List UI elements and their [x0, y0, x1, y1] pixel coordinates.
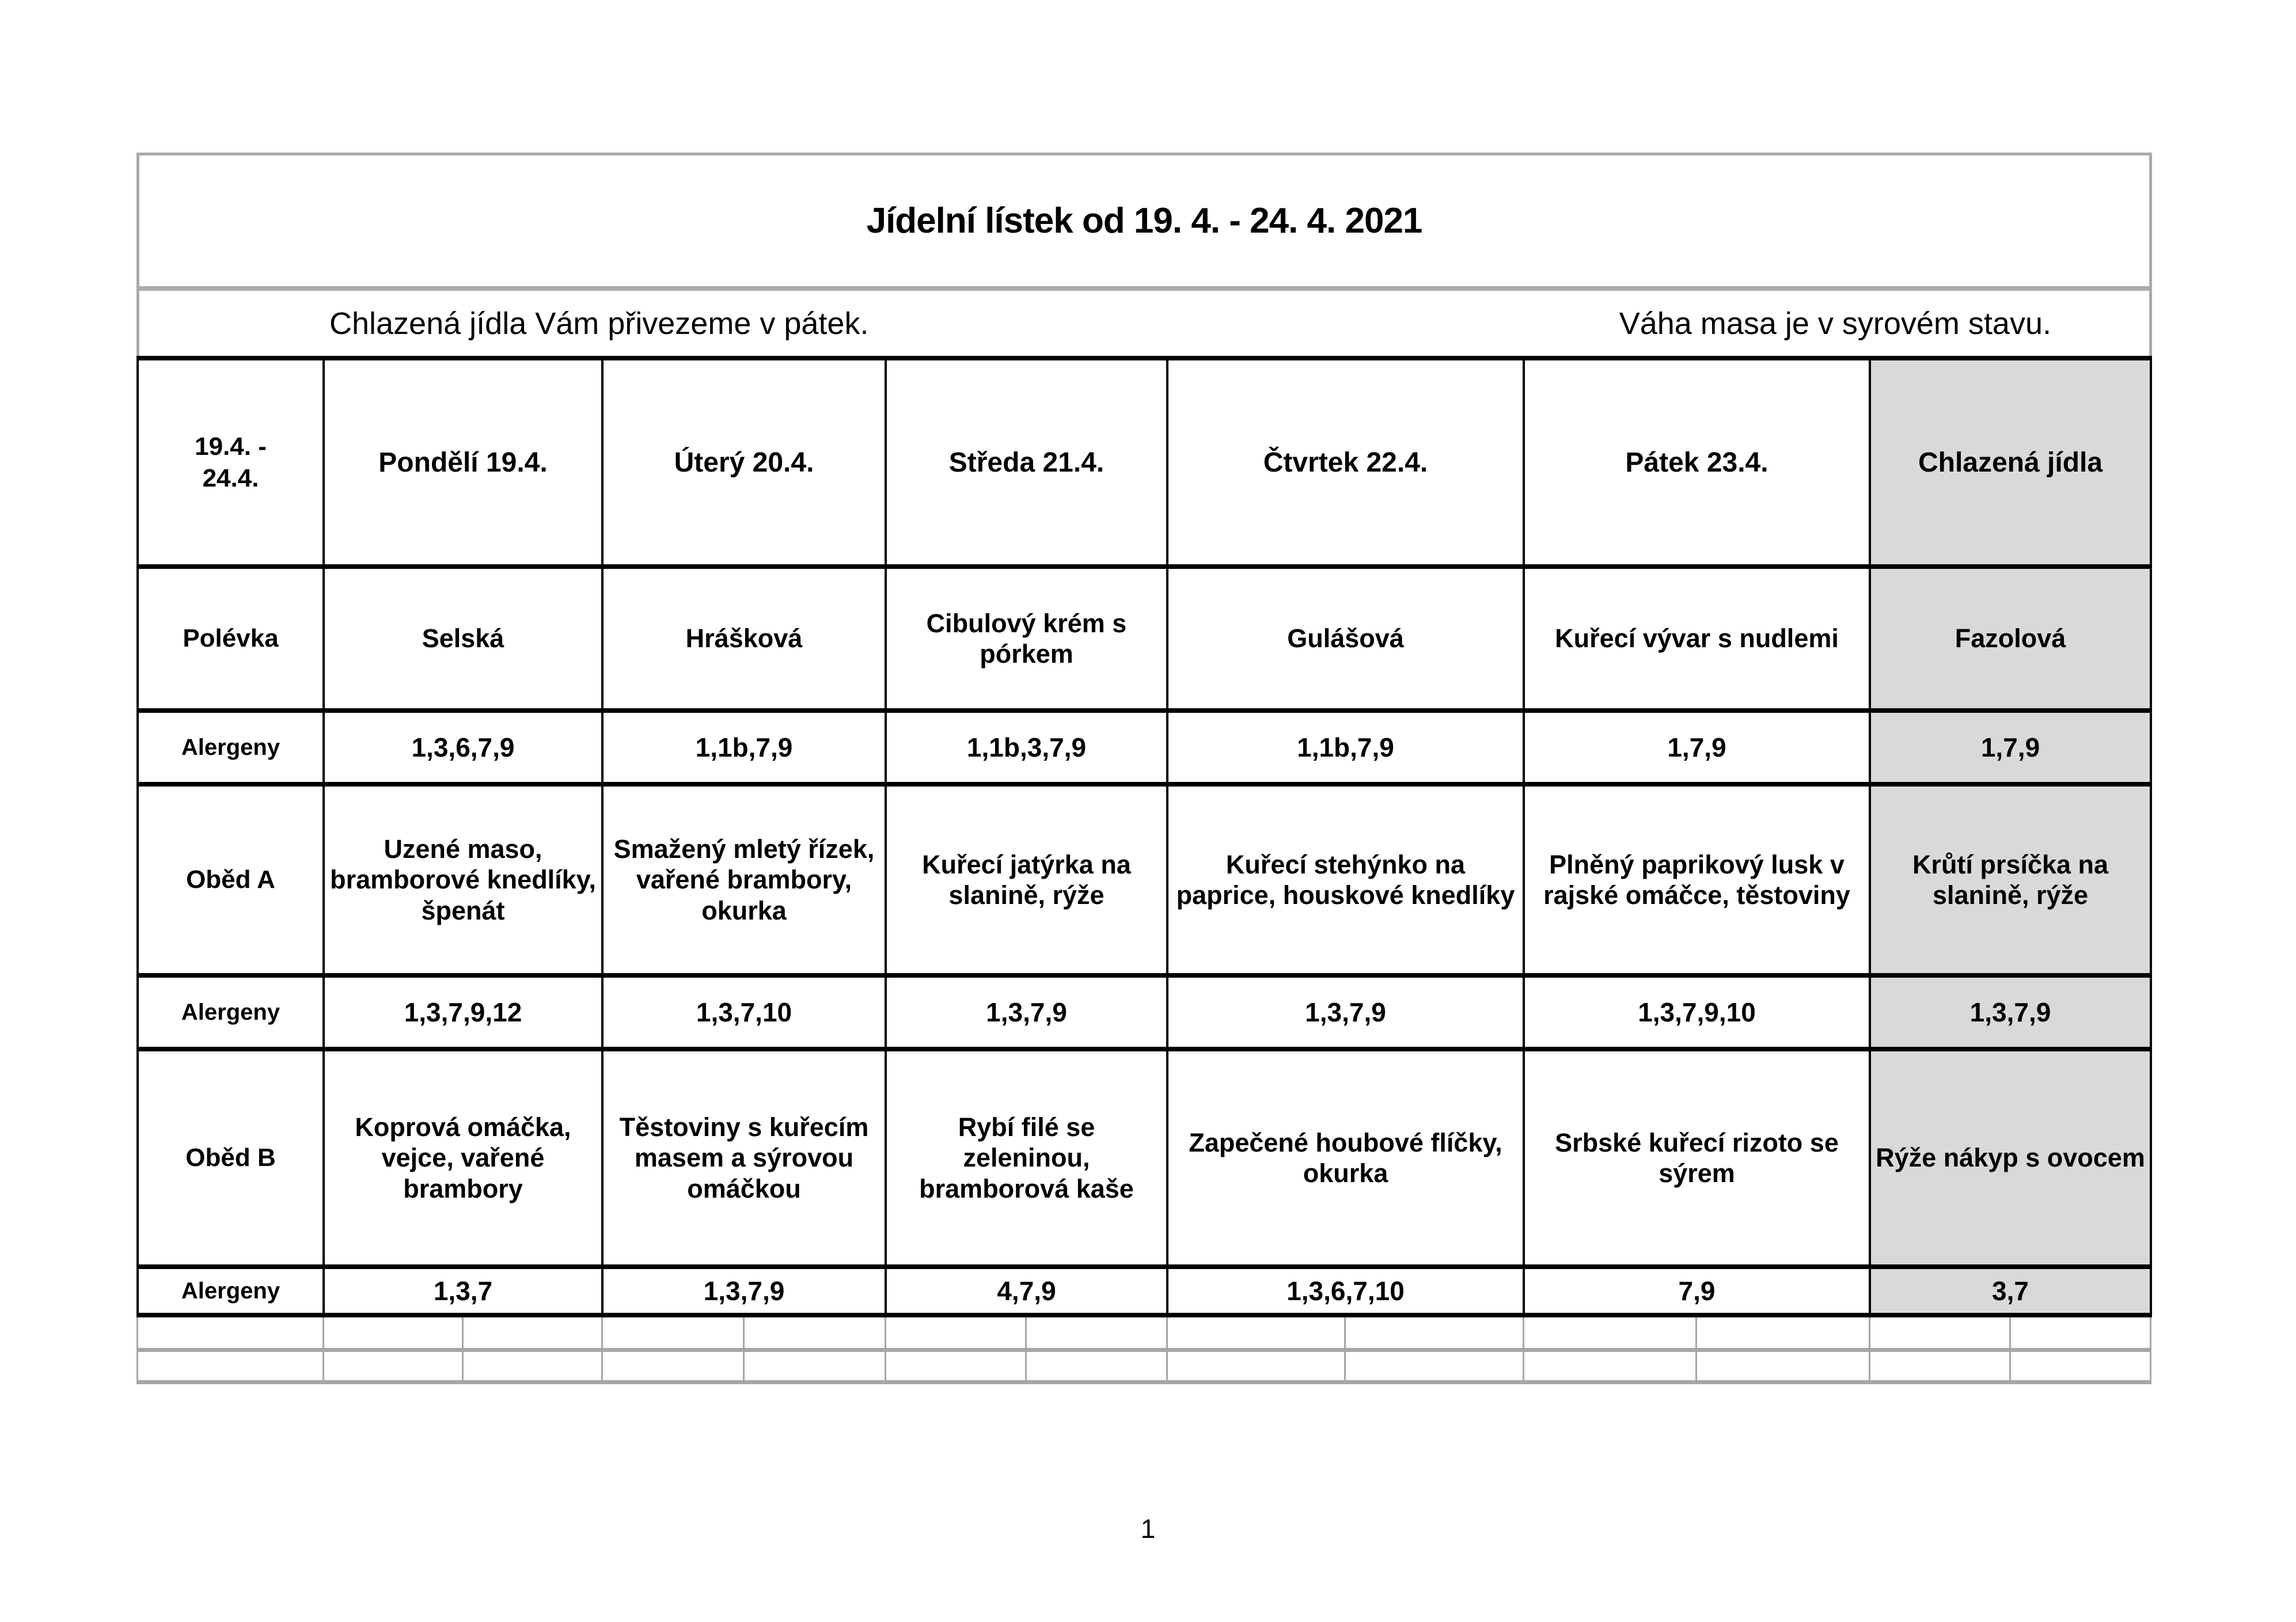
empty-cell	[1697, 1317, 1870, 1352]
allergens-lunch-a-monday: 1,3,7,9,12	[325, 978, 604, 1051]
lunch-a-tuesday: Smažený mletý řízek, vařené brambory, okurka	[604, 787, 887, 978]
lunch-b-friday: Srbské kuřecí rizoto se sýrem	[1525, 1051, 1871, 1269]
empty-cell	[1524, 1317, 1697, 1352]
empty-cell	[1027, 1317, 1168, 1352]
empty-cell	[745, 1352, 886, 1384]
soup-friday: Kuřecí vývar s nudlemi	[1525, 569, 1871, 713]
empty-cell	[324, 1317, 464, 1352]
row-label-allergens: Alergeny	[139, 978, 325, 1051]
empty-cell	[603, 1317, 745, 1352]
allergens-lunch-a-wednesday: 1,3,7,9	[887, 978, 1168, 1051]
empty-cell	[1697, 1352, 1870, 1384]
title-block	[136, 153, 2152, 356]
allergens-lunch-b-wednesday: 4,7,9	[887, 1269, 1168, 1317]
lunch-b-tuesday: Těstoviny s kuřecím masem a sýrovou omáčkou	[604, 1051, 887, 1269]
empty-cell	[2011, 1352, 2151, 1384]
allergens-lunch-b-tuesday: 1,3,7,9	[604, 1269, 887, 1317]
lunch-a-thursday: Kuřecí stehýnko na paprice, houskové knedlíky	[1168, 787, 1525, 978]
allergens-lunch-a-chilled: 1,3,7,9	[1871, 978, 2152, 1051]
empty-cell	[1870, 1352, 2011, 1384]
allergens-soup-monday: 1,3,6,7,9	[325, 713, 604, 787]
page-number: 1	[1140, 1514, 1156, 1544]
empty-cell	[1346, 1352, 1524, 1384]
soup-tuesday: Hrášková	[604, 569, 887, 713]
empty-cell	[886, 1352, 1027, 1384]
soup-wednesday: Cibulový krém s pórkem	[887, 569, 1168, 713]
day-header-tuesday: Úterý 20.4.	[604, 360, 887, 569]
allergens-lunch-b-monday: 1,3,7	[325, 1269, 604, 1317]
lunch-b-chilled: Rýže nákyp s ovocem	[1871, 1051, 2152, 1269]
empty-cell	[138, 1317, 324, 1352]
allergens-lunch-a-tuesday: 1,3,7,10	[604, 978, 887, 1051]
day-header-thursday: Čtvrtek 22.4.	[1168, 360, 1525, 569]
allergens-lunch-a-friday: 1,3,7,9,10	[1525, 978, 1871, 1051]
empty-cell	[1346, 1317, 1524, 1352]
empty-cell	[2011, 1317, 2151, 1352]
soup-thursday: Gulášová	[1168, 569, 1525, 713]
allergens-soup-chilled: 1,7,9	[1871, 713, 2152, 787]
row-label-allergens: Alergeny	[139, 1269, 325, 1317]
menu-table	[136, 356, 2152, 1317]
empty-cell	[1524, 1352, 1697, 1384]
empty-cell	[1168, 1317, 1346, 1352]
date-range-cell	[139, 360, 325, 569]
allergens-lunch-b-friday: 7,9	[1525, 1269, 1871, 1317]
lunch-a-wednesday: Kuřecí jatýrka na slanině, rýže	[887, 787, 1168, 978]
lunch-b-monday: Koprová omáčka, vejce, vařené brambory	[325, 1051, 604, 1269]
day-header-friday: Pátek 23.4.	[1525, 360, 1871, 569]
allergens-soup-wednesday: 1,1b,3,7,9	[887, 713, 1168, 787]
empty-grid	[136, 1317, 2152, 1384]
lunch-a-chilled: Krůtí prsíčka na slanině, rýže	[1871, 787, 2152, 978]
empty-cell	[464, 1317, 603, 1352]
empty-cell	[138, 1352, 324, 1384]
allergens-lunch-b-thursday: 1,3,6,7,10	[1168, 1269, 1525, 1317]
allergens-soup-thursday: 1,1b,7,9	[1168, 713, 1525, 787]
empty-cell	[1027, 1352, 1168, 1384]
day-header-wednesday: Středa 21.4.	[887, 360, 1168, 569]
allergens-lunch-a-thursday: 1,3,7,9	[1168, 978, 1525, 1051]
allergens-soup-tuesday: 1,1b,7,9	[604, 713, 887, 787]
note-chilled-delivery: Chlazená jídla Vám přivezeme v pátek.	[329, 306, 869, 341]
allergens-lunch-b-chilled: 3,7	[1871, 1269, 2152, 1317]
lunch-a-friday: Plněný paprikový lusk v rajské omáčce, těstoviny	[1525, 787, 1871, 978]
empty-cell	[1168, 1352, 1346, 1384]
row-label-allergens: Alergeny	[139, 713, 325, 787]
empty-cell	[603, 1352, 745, 1384]
lunch-b-wednesday: Rybí filé se zeleninou, bramborová kaše	[887, 1051, 1168, 1269]
title-area	[139, 155, 2149, 291]
notes-row	[139, 291, 2149, 356]
day-header-monday: Pondělí 19.4.	[325, 360, 604, 569]
note-meat-weight: Váha masa je v syrovém stavu.	[1619, 306, 2051, 341]
empty-cell	[324, 1352, 464, 1384]
menu-document	[136, 153, 2152, 1384]
empty-cell	[464, 1352, 603, 1384]
empty-cell	[1870, 1317, 2011, 1352]
empty-cell	[886, 1317, 1027, 1352]
row-label-soup: Polévka	[139, 569, 325, 713]
empty-cell	[745, 1317, 886, 1352]
lunch-b-thursday: Zapečené houbové flíčky, okurka	[1168, 1051, 1525, 1269]
soup-monday: Selská	[325, 569, 604, 713]
row-label-lunch-b: Oběd B	[139, 1051, 325, 1269]
date-range-label: 19.4. - 24.4.	[195, 432, 267, 492]
row-label-lunch-a: Oběd A	[139, 787, 325, 978]
allergens-soup-friday: 1,7,9	[1525, 713, 1871, 787]
soup-chilled: Fazolová	[1871, 569, 2152, 713]
page-title: Jídelní lístek od 19. 4. - 24. 4. 2021	[866, 201, 1422, 241]
lunch-a-monday: Uzené maso, bramborové knedlíky, špenát	[325, 787, 604, 978]
day-header-chilled-meals: Chlazená jídla	[1871, 360, 2152, 569]
